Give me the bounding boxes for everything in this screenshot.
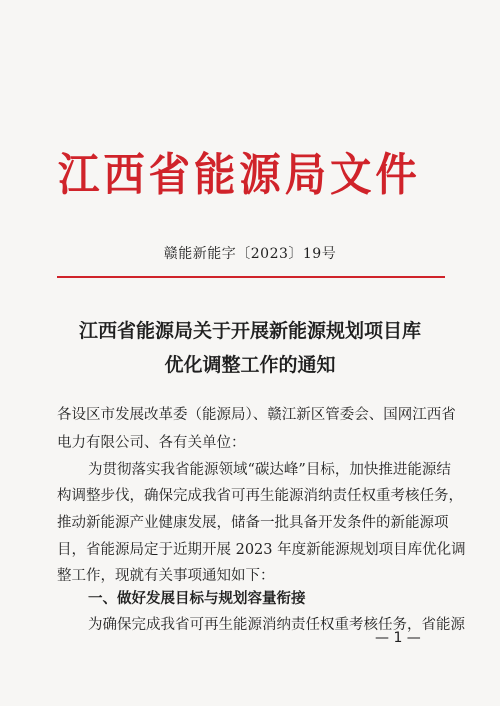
document-title-line-2: 优化调整工作的通知 (164, 354, 336, 376)
masthead-char: 省 (148, 148, 191, 201)
paragraph-line: 目，省能源局定于近期开展 2023 年度新能源规划项目库优化调 (57, 542, 466, 558)
document-title-line-1: 江西省能源局关于开展新能源规划项目库 (78, 320, 421, 342)
page-number: — 1 — (375, 630, 421, 646)
masthead-char: 能 (194, 148, 236, 201)
document-masthead (58, 150, 417, 200)
masthead-char: 西 (103, 148, 145, 201)
masthead-char: 江 (58, 148, 100, 201)
red-divider-line (57, 276, 445, 278)
section-heading: 一、做好发展目标与规划容量衔接 (88, 591, 306, 607)
masthead-char: 源 (239, 148, 281, 201)
paragraph-line: 构调整步伐，确保完成我省可再生能源消纳责任权重考核任务， (57, 488, 463, 504)
paragraph-line: 推动新能源产业健康发展，储备一批具备开发条件的新能源项 (57, 515, 449, 531)
masthead-char: 局 (284, 148, 327, 201)
paragraph-line: 整工作，现就有关事项通知如下： (57, 568, 275, 584)
paragraph-line: 为贯彻落实我省能源领域“碳达峰”目标，加快推进能源结 (88, 462, 451, 478)
masthead-char: 文 (330, 148, 372, 201)
paragraph-line: 为确保完成我省可再生能源消纳责任权重考核任务，省能源 (88, 617, 465, 633)
recipient-line: 各设区市发展改革委（能源局）、赣江新区管委会、国网江西省 (57, 407, 456, 423)
masthead-char: 件 (375, 148, 417, 201)
recipient-line: 电力有限公司、各有关单位： (57, 435, 246, 451)
document-number: 赣能新能字〔2023〕19号 (163, 246, 337, 262)
